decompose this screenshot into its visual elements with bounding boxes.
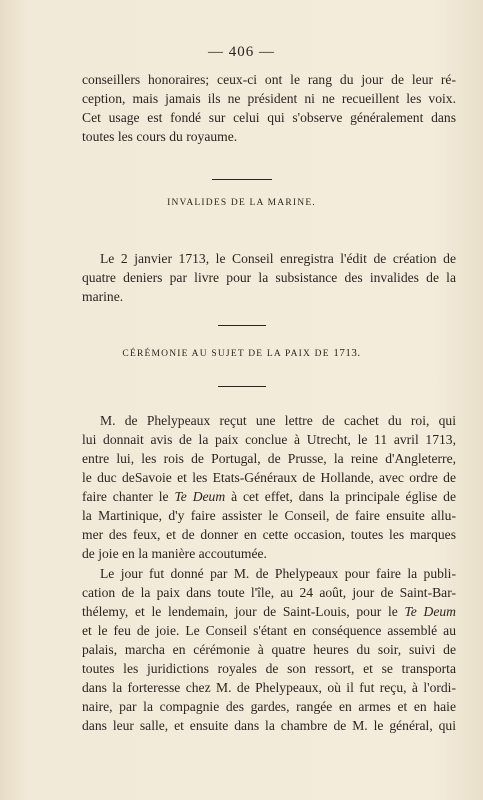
section-heading-ceremonie: [0, 347, 483, 359]
text-line: entre lui, les rois de Portugal, de Prusse, la reine d'Angleterre,: [82, 451, 456, 466]
text-line: [82, 487, 456, 506]
text-segment: faire chanter le: [82, 489, 175, 504]
text-line: ception, mais jamais ils ne président ni ne recueillent les voix.: [82, 91, 456, 106]
text-line: M. de Phelypeaux reçut une lettre de cachet du roi, qui: [100, 413, 456, 428]
text-segment: thélemy, et le lendemain, jour de Saint-Louis, pour le: [82, 604, 405, 619]
text-line: cation de la paix dans toute l'île, au 24 août, jour de Saint-Bar-: [82, 585, 456, 600]
page-number: — 406 —: [208, 44, 275, 60]
text-line: marine.: [82, 289, 124, 304]
text-line: Le 2 janvier 1713, le Conseil enregistra l'édit de création de: [100, 251, 456, 266]
text-line: quatre deniers par livre pour la subsistance des invalides de la: [82, 270, 456, 285]
text-line: la Martinique, d'y faire assister le Conseil, de faire ensuite allu-: [82, 508, 456, 523]
text-line: dans la forteresse chez M. de Phelypeaux, où il fut reçu, à l'ordi-: [82, 680, 456, 695]
paragraph-1: [82, 70, 456, 146]
section-divider: [212, 179, 272, 180]
text-line: Le jour fut donné par M. de Phelypeaux pour faire la publi-: [100, 566, 456, 581]
text-line: conseillers honoraires; ceux-ci ont le rang du jour de leur ré-: [82, 72, 456, 87]
text-line: mer des feux, et de donner en cette occasion, toutes les marques: [82, 527, 456, 542]
text-line: [82, 602, 456, 621]
italic-te-deum: Te Deum: [174, 489, 226, 504]
text-line: lui donnait avis de la paix conclue à Utrecht, le 11 avril 1713,: [82, 432, 456, 447]
text-line: le duc deSavoie et les Etats-Généraux de Hollande, avec ordre de: [82, 470, 456, 485]
section-divider: [218, 386, 266, 387]
heading-year: 1713.: [333, 347, 361, 359]
text-line: palais, marcha en cérémonie à quatre heures du soir, suivi de: [82, 642, 456, 657]
paragraph-2: [82, 249, 456, 306]
section-divider: [218, 325, 266, 326]
text-line: dans leur salle, et ensuite dans la chambre de M. le général, qui: [82, 718, 456, 733]
italic-te-deum: Te Deum: [404, 604, 456, 619]
paragraph-4: [82, 564, 456, 735]
text-segment: à cet effet, dans la principale église de: [225, 489, 456, 504]
text-line: Cet usage est fondé sur celui qui s'observe généralement dans: [82, 110, 456, 125]
paragraph-3: [82, 411, 456, 563]
text-line: naire, par la compagnie des gardes, rangée en armes et en haie: [82, 699, 456, 714]
text-line: de joie en la manière accoutumée.: [82, 546, 267, 561]
text-line: toutes les cours du royaume.: [82, 129, 238, 144]
section-heading-invalides: INVALIDES DE LA MARINE.: [167, 198, 316, 208]
text-line: et le feu de joie. Le Conseil s'étant en conséquence assemblé au: [82, 623, 456, 638]
heading-text: CÉRÉMONIE AU SUJET DE LA PAIX DE: [122, 349, 330, 359]
text-line: toutes les juridictions royales de son ressort, et se transporta: [82, 661, 456, 676]
